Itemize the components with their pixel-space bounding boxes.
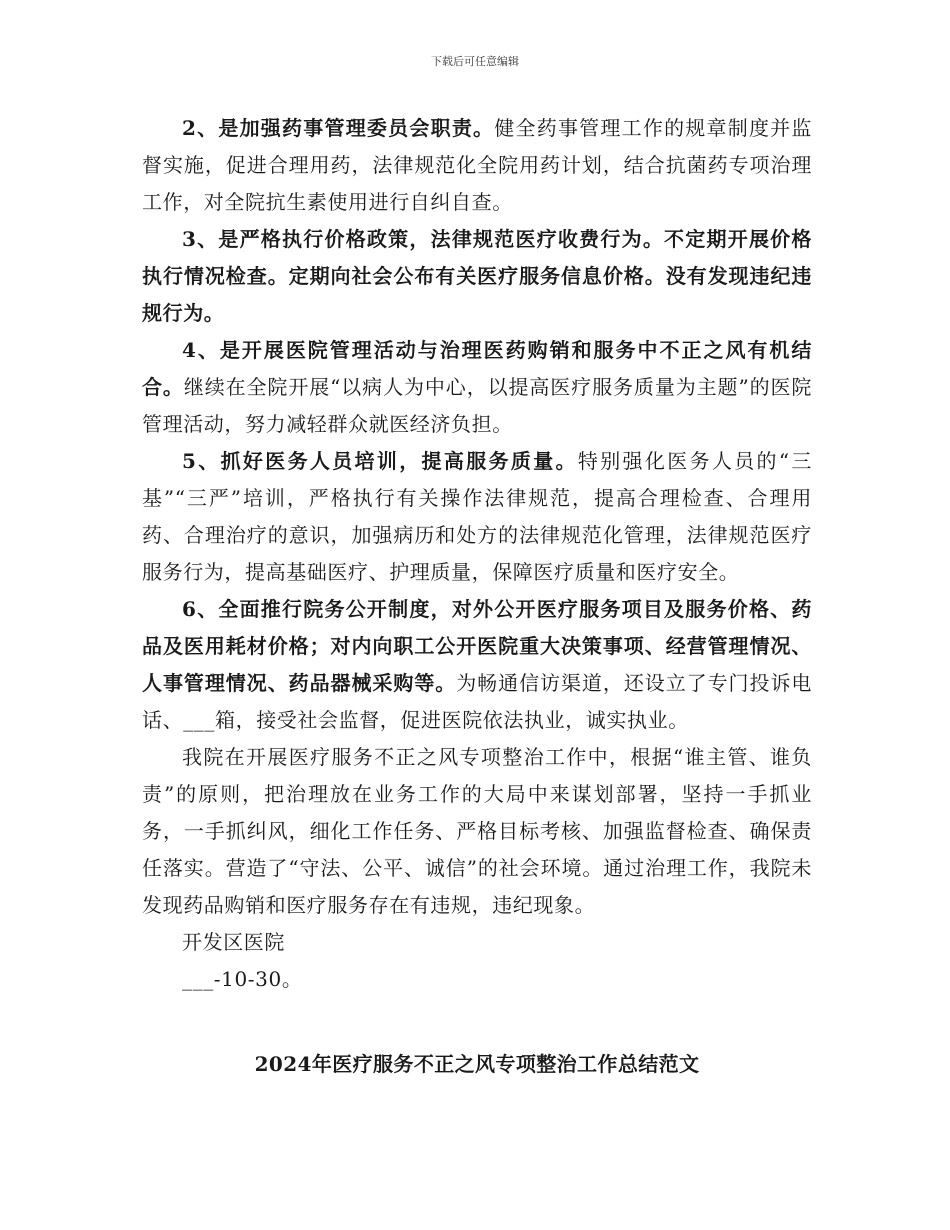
- signature-org: 开发区医院: [182, 930, 285, 954]
- signature-date: ___-10-30。: [182, 967, 303, 991]
- document-body: [142, 110, 812, 998]
- paragraph-text: 特别强化医务人员的“三基”“三严”培训，严格执行有关操作法律规范，提高合理检查、合理用药、合理治疗的意识，加强病历和处方的法律规范化管理，法律规范医疗服务行为，提高基础医疗、护理质量，保障医疗质量和医疗安全。: [142, 449, 813, 584]
- paragraph-text: 我院在开展医疗服务不正之风专项整治工作中，根据“谁主管、谁负责”的原则，把治理放在业务工作的大局中来谋划部署，坚持一手抓业务，一手抓纠风，细化工作任务、严格目标考核、加强监督检查、确保责任落实。营造了“守法、公平、诚信”的社会环境。通过治理工作，我院未发现药品购销和医疗服务存在有违规，违纪现象。: [142, 745, 812, 917]
- paragraph-item-3: [142, 221, 812, 332]
- paragraph-heading: 5、抓好医务人员培训，提高服务质量。: [182, 449, 578, 473]
- paragraph-item-6: [142, 591, 812, 739]
- paragraph-heading: 6、全面推行院务公开制度，对外公开医疗服务项目及服务价格、药品及医用耗材价格；对内向职工公开医院重大决策事项、经营管理情况、人事管理情况、药品器械采购等。: [142, 597, 812, 695]
- paragraph-heading: 2、是加强药事管理委员会职责。: [182, 116, 495, 140]
- paragraph-text: 健全药事管理工作的规章制度并监督实施，促进合理用药，法律规范化全院用药计划，结合抗菌药专项治理工作，对全院抗生素使用进行自纠自查。: [142, 116, 813, 214]
- paragraph-text: 继续在全院开展“以病人为中心，以提高医疗服务质量为主题”的医院管理活动，努力减轻群众就医经济负担。: [142, 375, 812, 436]
- paragraph-heading: 4、是开展医院管理活动与治理医药购销和服务中不正之风有机结合。: [142, 338, 812, 399]
- paragraph-item-4: [142, 332, 812, 443]
- paragraph-text: 为畅通信访渠道，还设立了专门投诉电话、___箱，接受社会监督，促进医院依法执业，诚实执业。: [142, 671, 813, 732]
- paragraph-item-5: [142, 443, 812, 591]
- paragraph-summary: [142, 739, 812, 924]
- page-header: 下载后可任意编辑: [431, 55, 519, 68]
- paragraph-heading: 3、是严格执行价格政策，法律规范医疗收费行为。不定期开展价格执行情况检查。定期向社会公布有关医疗服务信息价格。没有发现违纪违规行为。: [142, 227, 812, 325]
- paragraph-item-2: [142, 110, 812, 221]
- next-section-title: 2024年医疗服务不正之风专项整治工作总结范文: [254, 1052, 700, 1076]
